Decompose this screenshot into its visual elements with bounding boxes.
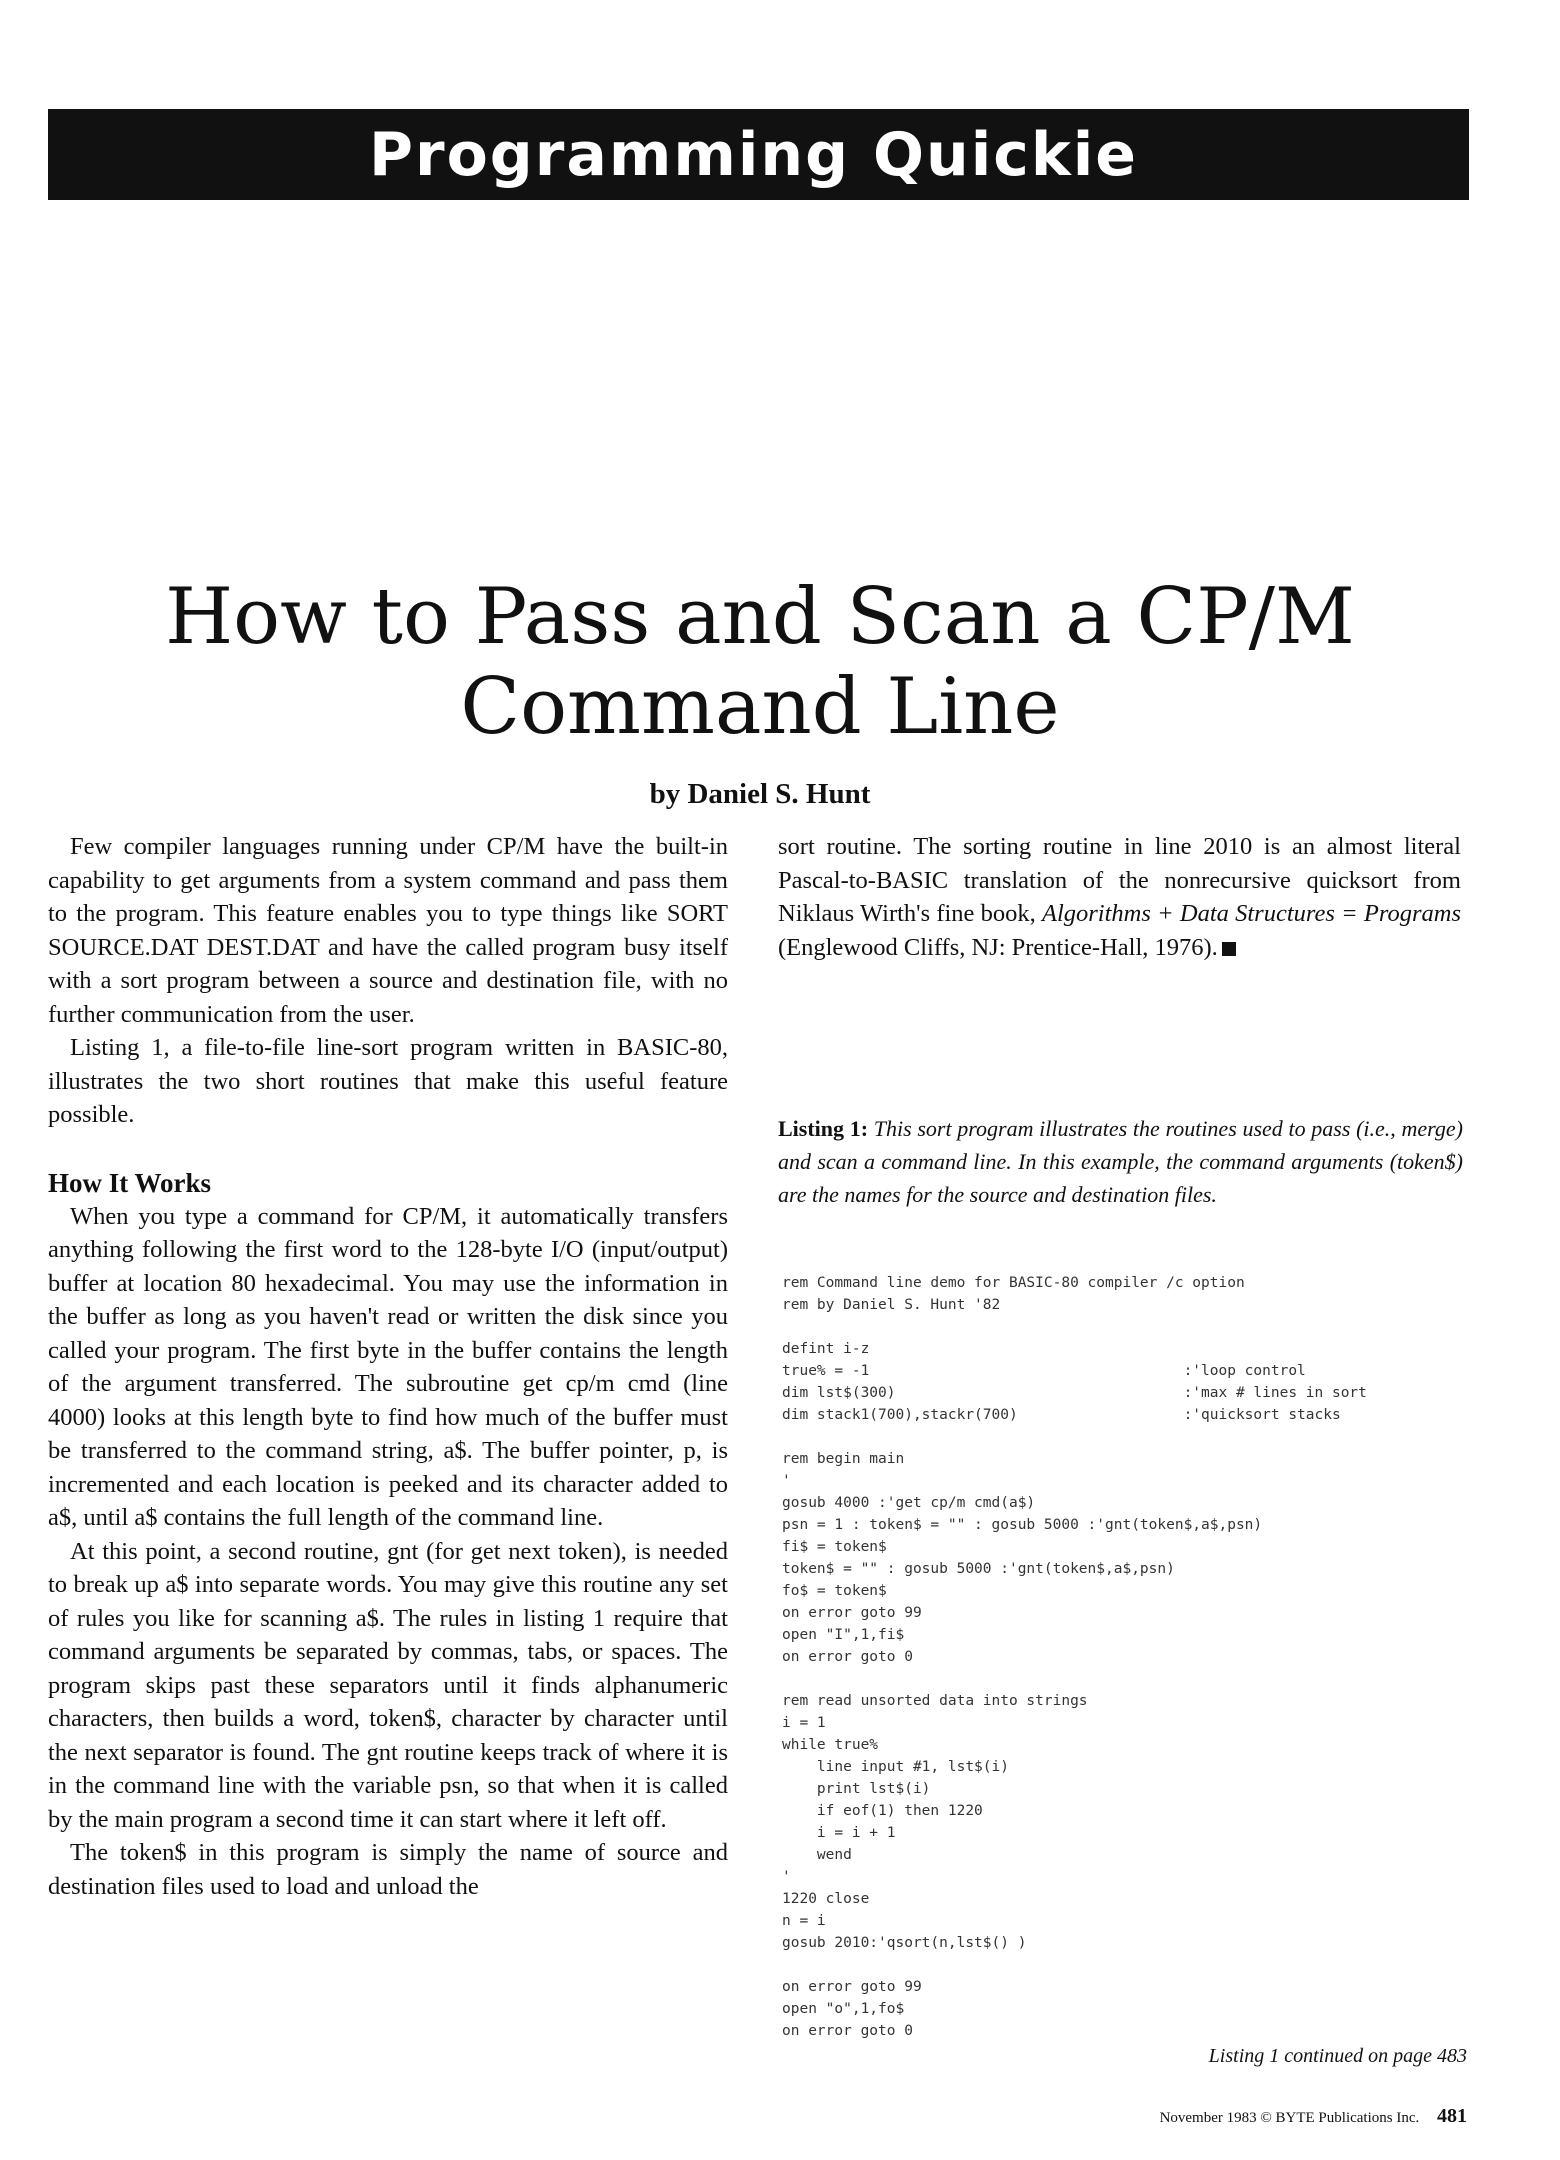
page-number: 481 bbox=[1437, 2105, 1467, 2127]
code-line: rem begin main bbox=[782, 1451, 905, 1467]
code-line: ' bbox=[782, 1869, 791, 1885]
code-line: fo$ = token$ bbox=[782, 1583, 887, 1599]
banner-title: Programming Quickie bbox=[369, 119, 1138, 190]
code-line: fi$ = token$ bbox=[782, 1539, 887, 1555]
body-paragraph-1: When you type a command for CP/M, it automatically transfers anything following the first word to the 128-byte I/O (input/output) buffer at location 80 hexadecimal. You may use the information in the buffer as long as you haven't read or written the disk since you called your program. The first byte in the buffer contains the length of the argument transferred. The subroutine get cp/m cmd (line 4000) looks at this length byte to find how much of the buffer must be transferred to the command string, a$. The buffer pointer, p, is incremented and each location is peeked and its character added to a$, until a$ contains the full length of the command line. bbox=[48, 1202, 728, 1531]
intro-paragraph-2: Listing 1, a file-to-file line-sort program written in BASIC-80, illustrates the two short routines that make this useful feature possible. bbox=[48, 1034, 728, 1128]
body-paragraph-2: At this point, a second routine, gnt (for get next token), is needed to break up a$ into separate words. You may give this routine any set of rules you like for scanning a$. The rules in listing 1 require that command arguments be separated by commas, tabs, or spaces. The program skips past these separators until it finds alphanumeric characters, then builds a word, token$, character by character until the next separator is found. The gnt routine keeps track of where it is in the command line with the variable psn, so that when it is called by the main program a second time it can start where it left off. bbox=[48, 1537, 728, 1833]
footer-credit: November 1983 © BYTE Publications Inc. bbox=[1159, 2110, 1420, 2126]
code-line: line input #1, lst$(i) bbox=[782, 1759, 1009, 1775]
code-line: gosub 4000 :'get cp/m cmd(a$) bbox=[782, 1495, 1036, 1511]
code-line: on error goto 0 bbox=[782, 1649, 913, 1665]
section-banner bbox=[48, 109, 1469, 200]
code-line: print lst$(i) bbox=[782, 1781, 931, 1797]
code-line: if eof(1) then 1220 bbox=[782, 1803, 983, 1819]
closing-text: sort routine. The sorting routine in line 2010 is an almost literal Pascal-to-BASIC translation of the nonrecursive quicksort from Niklaus Wirth's fine book, bbox=[778, 833, 1461, 927]
code-line: rem Command line demo for BASIC-80 compiler /c option bbox=[782, 1275, 1245, 1291]
code-line: on error goto 99 bbox=[782, 1979, 922, 1995]
code-line: on error goto 99 bbox=[782, 1605, 922, 1621]
code-line bbox=[782, 1316, 1462, 1338]
listing-caption-label: Listing 1: bbox=[778, 1116, 869, 1141]
code-line: rem by Daniel S. Hunt '82 bbox=[782, 1297, 1001, 1313]
code-line: gosub 2010:'qsort(n,lst$() ) bbox=[782, 1935, 1027, 1951]
code-line: defint i-z bbox=[782, 1341, 870, 1357]
code-line: dim stack1(700),stackr(700) :'quicksort stacks bbox=[782, 1407, 1341, 1423]
listing-caption bbox=[778, 1112, 1463, 1211]
right-column bbox=[778, 830, 1461, 964]
section-heading: How It Works bbox=[48, 1167, 212, 1198]
byline: by Daniel S. Hunt bbox=[649, 778, 871, 810]
code-line: i = 1 bbox=[782, 1715, 826, 1731]
code-line: open "o",1,fo$ bbox=[782, 2001, 905, 2017]
code-line: psn = 1 : token$ = "" : gosub 5000 :'gnt(token$,a$,psn) bbox=[782, 1517, 1263, 1533]
code-line: wend bbox=[782, 1847, 852, 1863]
code-line: true% = -1 :'loop control bbox=[782, 1363, 1306, 1379]
code-line: ' bbox=[782, 1473, 791, 1489]
code-line bbox=[782, 1668, 1462, 1690]
closing-citation: (Englewood Cliffs, NJ: Prentice-Hall, 1976). bbox=[778, 933, 1218, 961]
code-line: on error goto 0 bbox=[782, 2023, 913, 2039]
article-title-line-1: How to Pass and Scan a CP/M bbox=[165, 572, 1355, 662]
code-line: rem read unsorted data into strings bbox=[782, 1693, 1088, 1709]
page-footer bbox=[900, 2105, 1467, 2128]
closing-paragraph bbox=[778, 830, 1461, 964]
code-line: token$ = "" : gosub 5000 :'gnt(token$,a$,psn) bbox=[782, 1561, 1175, 1577]
code-line: dim lst$(300) :'max # lines in sort bbox=[782, 1385, 1367, 1401]
code-line bbox=[782, 1426, 1462, 1448]
body-paragraph-3: The token$ in this program is simply the name of source and destination files used to load and unload the bbox=[48, 1839, 728, 1900]
article-title bbox=[60, 572, 1460, 752]
article-title-line-2: Command Line bbox=[460, 662, 1060, 752]
end-of-article-mark bbox=[1222, 942, 1236, 956]
intro-paragraph-1: Few compiler languages running under CP/M have the built-in capability to get arguments from a system command and pass them to the program. This feature enables you to type things like SORT SOURCE.DAT DEST.DAT and have the called program busy itself with a sort program between a source and destination file, with no further communication from the user. bbox=[48, 833, 728, 1028]
book-title: Algorithms + Data Structures = Programs bbox=[1042, 900, 1461, 927]
code-line: n = i bbox=[782, 1913, 826, 1929]
listing-continued-note: Listing 1 continued on page 483 bbox=[1208, 2045, 1467, 2067]
left-column bbox=[48, 830, 728, 1903]
code-listing bbox=[782, 1272, 1462, 2042]
code-line: 1220 close bbox=[782, 1891, 870, 1907]
code-line: open "I",1,fi$ bbox=[782, 1627, 905, 1643]
code-line: while true% bbox=[782, 1737, 879, 1753]
code-line: i = i + 1 bbox=[782, 1825, 896, 1841]
listing-caption-text: This sort program illustrates the routines used to pass (i.e., merge) and scan a command line. In this example, the command arguments (token$) are the names for the source and destination files. bbox=[778, 1116, 1463, 1207]
code-line bbox=[782, 1954, 1462, 1976]
